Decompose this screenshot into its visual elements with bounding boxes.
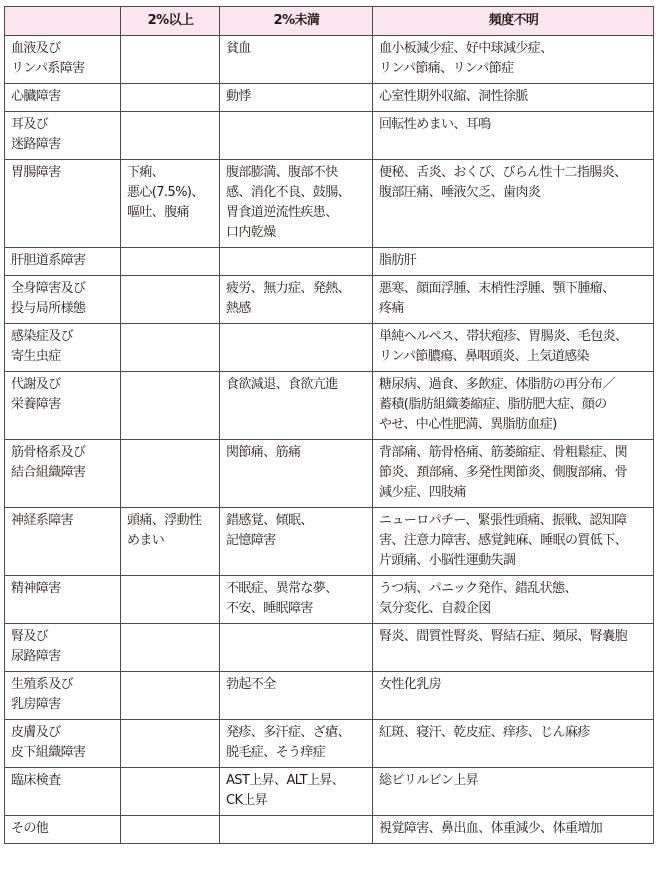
table-row [5, 112, 654, 160]
cell-ge2 [121, 768, 220, 816]
cell-category: 精神障害 [5, 576, 121, 624]
cell-unknown: 糖尿病、過食、多飲症、体脂肪の再分布／ 蓄積(脂肪組織萎縮症、脂肪肥大症、顔の やせ、中心性肥満、異脂肪血症) [373, 372, 654, 440]
cell-unknown: 背部痛、筋骨格痛、筋萎縮症、骨粗鬆症、関 節炎、頚部痛、多発性関節炎、側腹部痛、骨 減少症、四肢痛 [373, 440, 654, 508]
cell-category: 血液及び リンパ系障害 [5, 36, 121, 84]
cell-unknown: 単純ヘルペス、帯状疱疹、胃腸炎、毛包炎、 リンパ節膿瘍、鼻咽頭炎、上気道感染 [373, 324, 654, 372]
cell-unknown: ニューロパチー、緊張性頭痛、振戦、認知障 害、注意力障害、感覚鈍麻、睡眠の質低下、 片頭痛、小脳性運動失調 [373, 508, 654, 576]
cell-lt2: 錯感覚、傾眠、 記憶障害 [220, 508, 373, 576]
cell-category: 代謝及び 栄養障害 [5, 372, 121, 440]
cell-lt2 [220, 248, 373, 276]
table-header-row [5, 7, 654, 36]
cell-ge2: 下痢、 悪心(7.5%)、 嘔吐、腹痛 [121, 160, 220, 248]
cell-lt2: 疲労、無力症、発熱、 熱感 [220, 276, 373, 324]
cell-unknown: 血小板減少症、好中球減少症、 リンパ節痛、リンパ節症 [373, 36, 654, 84]
cell-unknown: 視覚障害、鼻出血、体重減少、体重増加 [373, 816, 654, 844]
table-row [5, 768, 654, 816]
cell-category: 感染症及び 寄生虫症 [5, 324, 121, 372]
table-row [5, 816, 654, 844]
table-row [5, 160, 654, 248]
cell-lt2: 不眠症、異常な夢、 不安、睡眠障害 [220, 576, 373, 624]
cell-lt2: 関節痛、筋痛 [220, 440, 373, 508]
cell-ge2 [121, 276, 220, 324]
cell-lt2 [220, 324, 373, 372]
cell-lt2 [220, 112, 373, 160]
cell-unknown: 便秘、舌炎、おくび、びらん性十二指腸炎、 腹部圧痛、唾液欠乏、歯肉炎 [373, 160, 654, 248]
header-ge2: 2%以上 [121, 7, 220, 36]
cell-ge2 [121, 324, 220, 372]
cell-lt2: AST上昇、ALT上昇、 CK上昇 [220, 768, 373, 816]
cell-ge2 [121, 720, 220, 768]
cell-ge2 [121, 816, 220, 844]
adverse-reactions-table [4, 6, 654, 844]
cell-lt2: 食欲減退、食欲亢進 [220, 372, 373, 440]
cell-category: 心臓障害 [5, 84, 121, 112]
table-row [5, 508, 654, 576]
cell-category: 神経系障害 [5, 508, 121, 576]
cell-lt2: 腹部膨満、腹部不快 感、消化不良、鼓腸、 胃食道逆流性疾患、 口内乾燥 [220, 160, 373, 248]
table-row [5, 276, 654, 324]
table-row [5, 372, 654, 440]
table-row [5, 84, 654, 112]
cell-category: その他 [5, 816, 121, 844]
cell-lt2: 動悸 [220, 84, 373, 112]
table-row [5, 576, 654, 624]
cell-category: 肝胆道系障害 [5, 248, 121, 276]
table-row [5, 36, 654, 84]
cell-ge2 [121, 36, 220, 84]
cell-unknown: 総ビリルビン上昇 [373, 768, 654, 816]
table-row [5, 324, 654, 372]
table-row [5, 624, 654, 672]
cell-unknown: 脂肪肝 [373, 248, 654, 276]
cell-lt2: 発疹、多汗症、ざ瘡、 脱毛症、そう痒症 [220, 720, 373, 768]
cell-unknown: 回転性めまい、耳鳴 [373, 112, 654, 160]
cell-category: 臨床検査 [5, 768, 121, 816]
cell-category: 耳及び 迷路障害 [5, 112, 121, 160]
cell-unknown: 腎炎、間質性腎炎、腎結石症、頻尿、腎嚢胞 [373, 624, 654, 672]
cell-unknown: 悪寒、顔面浮腫、末梢性浮腫、顎下腫瘤、 疼痛 [373, 276, 654, 324]
table-row [5, 720, 654, 768]
cell-category: 全身障害及び 投与局所様態 [5, 276, 121, 324]
cell-category: 腎及び 尿路障害 [5, 624, 121, 672]
cell-category: 筋骨格系及び 結合組織障害 [5, 440, 121, 508]
cell-category: 胃腸障害 [5, 160, 121, 248]
cell-unknown: 紅斑、寝汗、乾皮症、痒疹、じん麻疹 [373, 720, 654, 768]
cell-category: 生殖系及び 乳房障害 [5, 672, 121, 720]
header-lt2: 2%未満 [220, 7, 373, 36]
table-row [5, 440, 654, 508]
cell-ge2 [121, 624, 220, 672]
header-unknown: 頻度不明 [373, 7, 654, 36]
header-category [5, 7, 121, 36]
cell-ge2 [121, 440, 220, 508]
cell-lt2: 勃起不全 [220, 672, 373, 720]
cell-unknown: うつ病、パニック発作、錯乱状態、 気分変化、自殺企図 [373, 576, 654, 624]
cell-ge2 [121, 84, 220, 112]
cell-ge2 [121, 672, 220, 720]
cell-lt2: 貧血 [220, 36, 373, 84]
cell-ge2 [121, 112, 220, 160]
table-row [5, 248, 654, 276]
cell-lt2 [220, 816, 373, 844]
cell-ge2 [121, 372, 220, 440]
cell-lt2 [220, 624, 373, 672]
cell-unknown: 心室性期外収縮、洞性徐脈 [373, 84, 654, 112]
cell-ge2 [121, 248, 220, 276]
cell-ge2 [121, 576, 220, 624]
table-row [5, 672, 654, 720]
cell-category: 皮膚及び 皮下組織障害 [5, 720, 121, 768]
cell-unknown: 女性化乳房 [373, 672, 654, 720]
cell-ge2: 頭痛、浮動性 めまい [121, 508, 220, 576]
